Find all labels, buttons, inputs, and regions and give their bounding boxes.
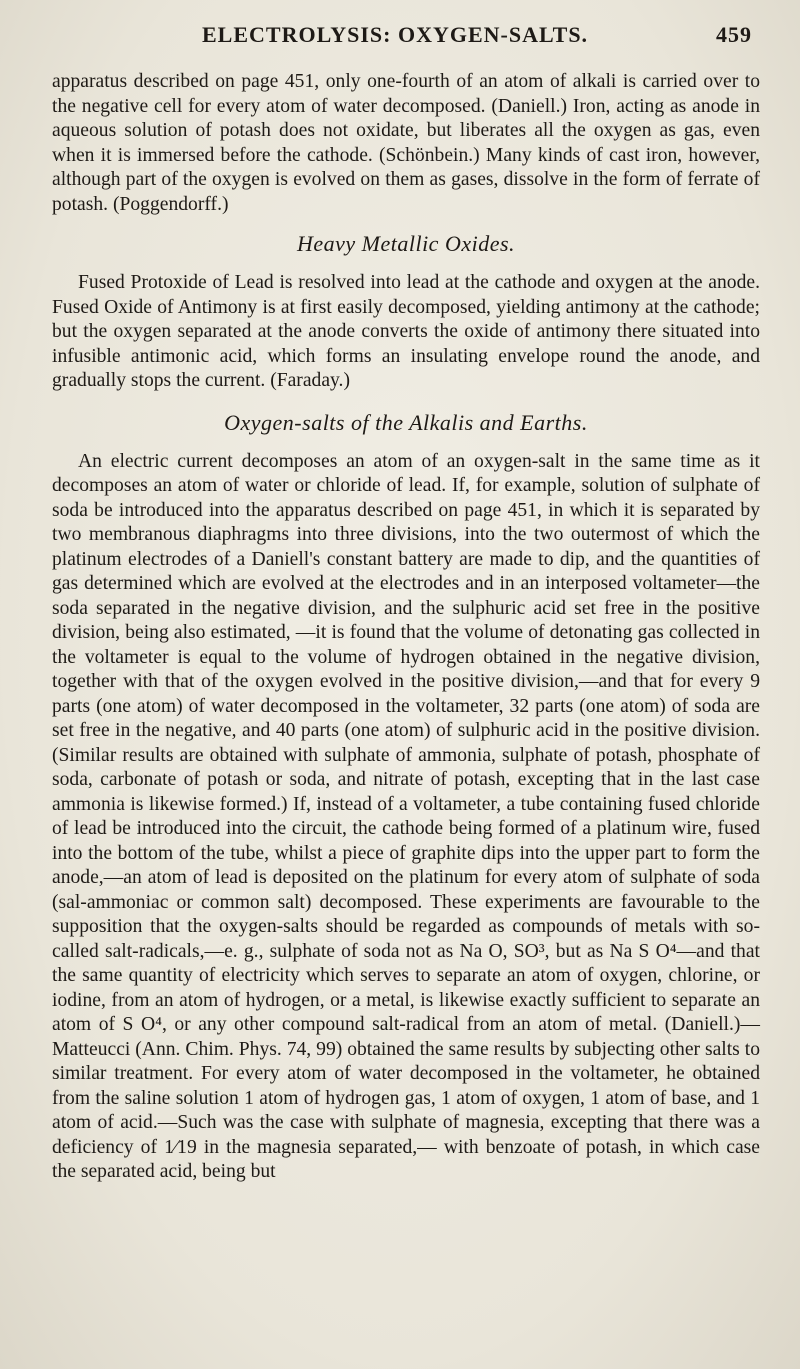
page-number: 459 — [716, 22, 752, 47]
section-heading-oxygen-salts: Oxygen-salts of the Alkalis and Earths. — [224, 409, 588, 435]
paragraph-continuation: apparatus described on page 451, only one-fourth of an atom of alkali is carried over to the negative cell for every atom of water decomposed. (Daniell.) Iron, acting as anode in aqueous solution of potash does not oxidate, but liberates all the oxygen as gas, even when it is immersed before the cathode. (Schönbein.) Many kinds of cast iron, however, although part of the oxygen is evolved on them as gases, dissolve in the form of ferrate of potash. (Poggendorff.) — [52, 71, 760, 215]
page-header — [52, 22, 760, 48]
running-head: ELECTROLYSIS: OXYGEN-SALTS. — [202, 22, 589, 47]
paragraph-protoxide-of-lead: Fused Protoxide of Lead is resolved into lead at the cathode and oxygen at the anode. Fused Oxide of Antimony is at first easily decomposed, yielding antimony at the cathode; but the oxygen separated at the anode converts the oxide of antimony there situated into infusible antimonic acid, which forms an insulating envelope round the anode, and gradually stops the current. (Faraday.) — [52, 272, 760, 391]
paragraph-oxygen-salts: An electric current decomposes an atom of an oxygen-salt in the same time as it decomposes an atom of water or chloride of lead. If, for example, solution of sulphate of soda be introduced into the apparatus described on page 451, in which it is separated by two membranous diaphragms into three divisions, into the two outermost of which the platinum electrodes of a Daniell's constant battery are made to dip, and the quantities of gas determined which are evolved at the electrodes and in an interposed voltameter—the soda separated in the negative division, and the sulphuric acid set free in the positive division, being also estimated, —it is found that the volume of detonating gas collected in the voltameter is equal to the volume of hydrogen obtained in the negative division, together with that of the oxygen evolved in the positive division,—and that for every 9 parts (one atom) of water decomposed in the voltameter, 32 parts (one atom) of soda are set free in the negative, and 40 parts (one atom) of sulphuric acid in the positive division. (Similar results are obtained with sulphate of ammonia, sulphate of potash, phosphate of soda, carbonate of potash or soda, and nitrate of potash, excepting that in the last case ammonia is likewise formed.) If, instead of a voltameter, a tube containing fused chloride of lead be introduced into the circuit, the cathode being formed of a platinum wire, fused into the bottom of the tube, whilst a piece of graphite dips into the upper part to form the anode,—an atom of lead is deposited on the platinum for every atom of sulphate of soda (sal-ammoniac or common salt) decomposed. These experiments are favourable to the supposition that the oxygen-salts should be regarded as compounds of metals with so-called salt-radicals,—e. g., sulphate of soda not as Na O, SO³, but as Na S O⁴—and that the same quantity of electricity which serves to separate an atom of oxygen, chlorine, or iodine, from an atom of hydrogen, or a metal, is likewise exactly sufficient to separate an atom of S O⁴, or any other compound salt-radical from an atom of metal. (Daniell.)—Matteucci (Ann. Chim. Phys. 74, 99) obtained the same results by subjecting other salts to similar treatment. For every atom of water decomposed in the voltameter, he obtained from the saline solution 1 atom of hydrogen gas, 1 atom of oxygen, 1 atom of base, and 1 atom of acid.—Such was the case with sulphate of magnesia, excepting that there was a deficiency of 1⁄19 in the magnesia separated,— with benzoate of potash, in which case the separated acid, being but — [52, 450, 760, 1182]
section-heading-heavy-metallic-oxides: Heavy Metallic Oxides. — [296, 231, 516, 256]
